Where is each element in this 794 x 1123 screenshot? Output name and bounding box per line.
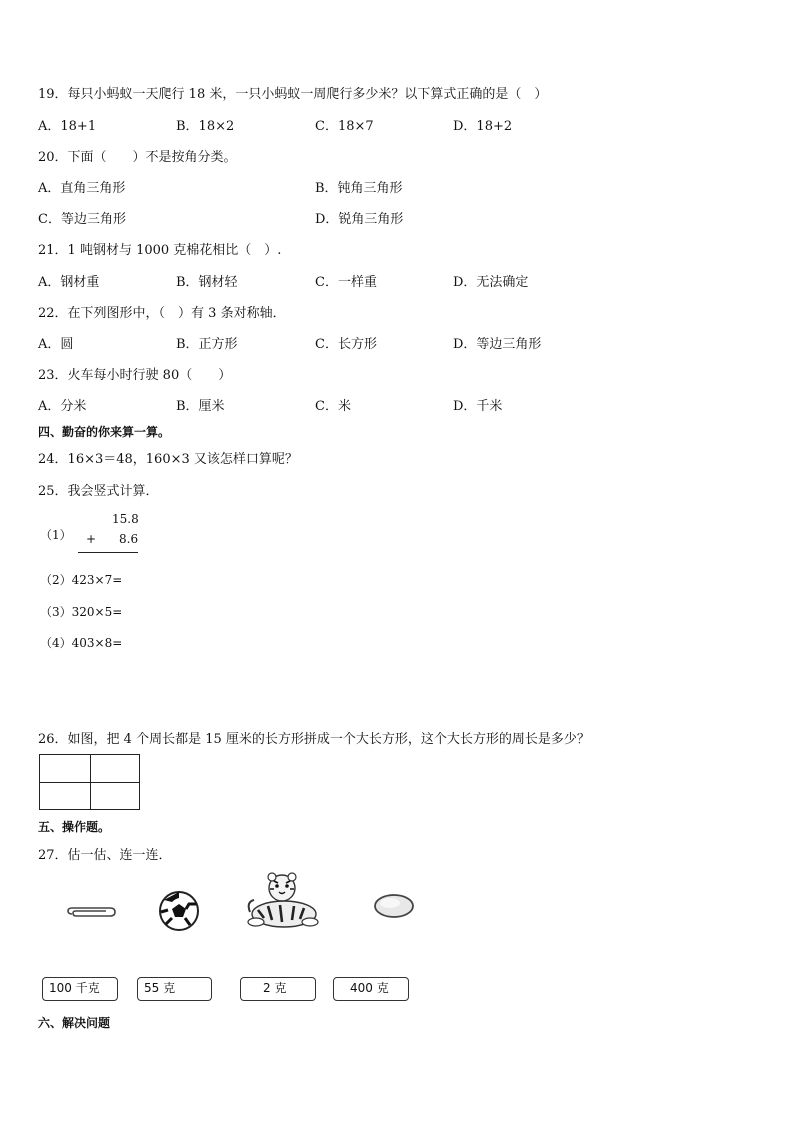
q20-option-c[interactable]: C．等边三角形	[38, 212, 126, 227]
weight-box-400g[interactable]: 400 克	[333, 977, 409, 1001]
q25-part2: （2）423×7=	[40, 573, 123, 587]
q21-option-b[interactable]: B．钢材轻	[176, 275, 238, 290]
q25-part1-top-number: 15.8	[112, 512, 139, 526]
q22-option-b[interactable]: B．正方形	[176, 337, 238, 352]
q25-part1-plus-sign: +	[86, 532, 97, 546]
tiger-icon[interactable]	[244, 872, 320, 930]
q24-stem: 24．16×3＝48，160×3 又该怎样口算呢？	[38, 452, 298, 467]
rectangles-grid-figure	[39, 754, 140, 810]
q27-stem: 27．估一估、连一连．	[38, 848, 172, 863]
paperclip-icon[interactable]	[66, 900, 118, 924]
q23-option-b[interactable]: B．厘米	[176, 399, 225, 414]
grid-horizontal-divider	[40, 782, 139, 783]
q22-option-d[interactable]: D．等边三角形	[453, 337, 542, 352]
q20-option-b[interactable]: B．钝角三角形	[315, 181, 403, 196]
q25-part1-bottom-number: 8.6	[119, 532, 139, 546]
weight-box-55g[interactable]: 55 克	[137, 977, 212, 1001]
q25-part1-label: （1）	[40, 528, 72, 542]
section-6-heading: 六、解决问题	[38, 1016, 111, 1030]
q19-option-c[interactable]: C．18×7	[315, 119, 374, 134]
q19-option-a[interactable]: A．18+1	[38, 119, 97, 134]
weight-box-100kg[interactable]: 100 千克	[42, 977, 118, 1001]
q22-option-c[interactable]: C．长方形	[315, 337, 377, 352]
q23-option-c[interactable]: C．米	[315, 399, 351, 414]
q20-stem: 20．下面（ ）不是按角分类。	[38, 150, 237, 165]
soccer-ball-icon[interactable]	[158, 890, 200, 932]
q22-stem: 22．在下列图形中，（ ）有 3 条对称轴．	[38, 306, 286, 321]
q23-stem: 23．火车每小时行驶 80（ ）	[38, 368, 232, 383]
q25-part1-sum-line	[78, 552, 138, 553]
section-4-heading: 四、勤奋的你来算一算。	[38, 425, 171, 439]
q23-option-d[interactable]: D．千米	[453, 399, 503, 414]
q21-option-c[interactable]: C．一样重	[315, 275, 377, 290]
q19-option-d[interactable]: D．18+2	[453, 119, 513, 134]
q26-stem: 26．如图，把 4 个周长都是 15 厘米的长方形拼成一个大长方形，这个大长方形的周长是多少？	[38, 732, 590, 747]
q21-stem: 21．1 吨钢材与 1000 克棉花相比（ ）.	[38, 243, 282, 258]
q19-option-b[interactable]: B．18×2	[176, 119, 235, 134]
q20-option-d[interactable]: D．锐角三角形	[315, 212, 404, 227]
weight-box-2g[interactable]: 2 克	[240, 977, 316, 1001]
egg-icon[interactable]	[372, 892, 418, 920]
q21-option-d[interactable]: D．无法确定	[453, 275, 529, 290]
q23-option-a[interactable]: A．分米	[38, 399, 87, 414]
q21-option-a[interactable]: A．钢材重	[38, 275, 100, 290]
q25-part3: （3）320×5=	[40, 605, 123, 619]
q19-stem: 19．每只小蚂蚁一天爬行 18 米，一只小蚂蚁一周爬行多少米？以下算式正确的是（ ）	[38, 87, 548, 102]
q25-stem: 25．我会竖式计算．	[38, 484, 159, 499]
q22-option-a[interactable]: A．圆	[38, 337, 74, 352]
q25-part4: （4）403×8=	[40, 636, 123, 650]
q20-option-a[interactable]: A．直角三角形	[38, 181, 126, 196]
section-5-heading: 五、操作题。	[38, 820, 111, 834]
